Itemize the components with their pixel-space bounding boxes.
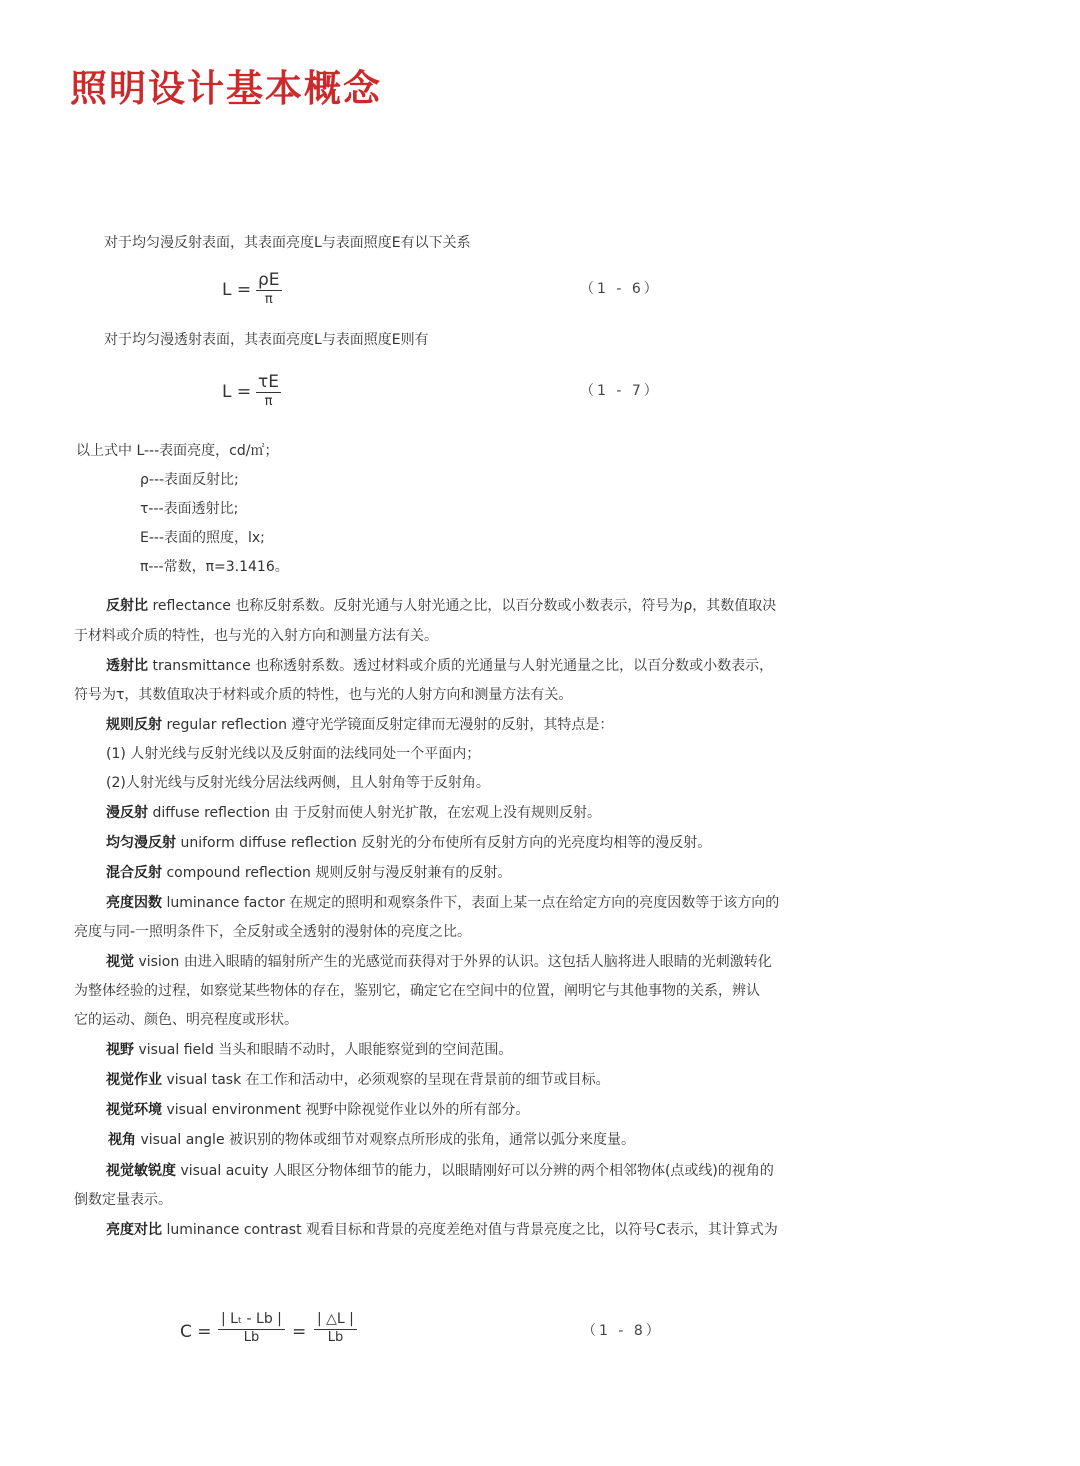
formula-1-8-denominator-2: Lb <box>327 1330 344 1345</box>
symbol-transmittance: τ---表面透射比; <box>140 501 239 517</box>
def-transmittance-cont: 符号为τ，其数值取决于材料或介质的特性，也与光的人射方向和测量方法有关。 <box>74 687 573 703</box>
symbol-pi: π---常数，π=3.1416。 <box>140 559 289 575</box>
def-visual-task-text: visual task 在工作和活动中，必须观察的呈现在背景前的细节或目标。 <box>162 1072 610 1088</box>
def-visual-angle <box>108 1130 635 1150</box>
def-luminance-contrast-text: luminance contrast 观看目标和背景的亮度差绝对值与背景亮度之比，以符号C表示，其计算式为 <box>162 1222 778 1238</box>
formula-1-8-numerator-2: | △L | <box>314 1311 357 1330</box>
term-visual-task: 视觉作业 <box>106 1072 162 1088</box>
def-regular-text: regular reflection 遵守光学镜面反射定律而无漫射的反射，其特点是： <box>162 717 614 733</box>
page-title: 照明设计基本概念 <box>70 67 382 110</box>
intro-reflective: 对于均匀漫反射表面，其表面亮度L与表面照度E有以下关系 <box>104 235 471 251</box>
symbol-illuminance: E---表面的照度，lx; <box>140 530 265 546</box>
formula-1-7-denominator: π <box>264 394 273 409</box>
def-vision-cont-2: 它的运动、颜色、明亮程度或形状。 <box>74 1012 298 1028</box>
term-reflectance: 反射比 <box>106 598 148 614</box>
formula-1-8-denominator-1: Lb <box>243 1330 260 1345</box>
formula-1-7-lhs: L = <box>222 382 252 402</box>
def-luminance-factor-cont: 亮度与同-一照明条件下，全反射或全透射的漫射体的亮度之比。 <box>74 924 472 940</box>
def-uniform-text: uniform diffuse reflection 反射光的分布使所有反射方向的光亮度均相等的漫反射。 <box>176 835 712 851</box>
def-vision <box>106 952 772 972</box>
formula-1-6-lhs: L = <box>222 280 252 300</box>
def-vision-text: vision 由进入眼睛的辐射所产生的光感觉而获得对于外界的认识。这包括人脑将进人眼睛的光刺激转化 <box>134 954 772 970</box>
def-transmittance-text: transmittance 也称透射系数。透过材料或介质的光通量与人射光通量之比，以百分数或小数表示， <box>148 658 774 674</box>
term-visual-field: 视野 <box>106 1042 134 1058</box>
def-transmittance <box>106 656 773 676</box>
term-visual-acuity: 视觉敏锐度 <box>106 1163 176 1179</box>
def-diffuse-reflection <box>106 803 601 823</box>
def-uniform-diffuse <box>106 833 711 853</box>
formula-1-8-fraction-2 <box>314 1311 357 1346</box>
def-visual-acuity-text: visual acuity 人眼区分物体细节的能力，以眼睛刚好可以分辨的两个相邻物体(点或线)的视角的 <box>176 1163 774 1179</box>
term-visual-environment: 视觉环境 <box>106 1102 162 1118</box>
formula-1-6-fraction <box>256 271 282 308</box>
formula-1-8-equals: = <box>292 1322 307 1342</box>
equation-number-1-6: （1 - 6） <box>580 281 661 297</box>
def-visual-angle-text: visual angle 被识别的物体或细节对观察点所形成的张角，通常以弧分来度量。 <box>136 1132 636 1148</box>
formula-1-6-numerator: ρE <box>258 270 280 290</box>
term-compound-reflection: 混合反射 <box>106 865 162 881</box>
formula-1-7-fraction <box>256 373 281 410</box>
def-visual-task <box>106 1070 610 1090</box>
term-luminance-contrast: 亮度对比 <box>106 1222 162 1238</box>
def-visual-environment <box>106 1100 529 1120</box>
term-visual-angle: 视角 <box>108 1132 136 1148</box>
def-reflectance-text: reflectance 也称反射系数。反射光通与人射光通之比，以百分数或小数表示，符号为ρ，其数值取决 <box>148 598 777 614</box>
term-luminance-factor: 亮度因数 <box>106 895 162 911</box>
def-luminance-contrast <box>106 1220 778 1240</box>
term-regular-reflection: 规则反射 <box>106 717 162 733</box>
def-visual-field-text: visual field 当头和眼睛不动时，人眼能察觉到的空间范围。 <box>134 1042 513 1058</box>
term-vision: 视觉 <box>106 954 134 970</box>
def-reflectance <box>106 596 776 616</box>
def-regular-reflection <box>106 715 613 735</box>
def-luminance-factor <box>106 893 779 913</box>
def-diffuse-text: diffuse reflection 由 于反射而使人射光扩散，在宏观上没有规则反射。 <box>148 805 602 821</box>
symbol-reflectance: ρ---表面反射比; <box>140 472 239 488</box>
term-transmittance: 透射比 <box>106 658 148 674</box>
def-vision-cont-1: 为整体经验的过程，如察觉某些物体的存在，鉴别它，确定它在空间中的位置，阐明它与其他事物的关系，辨认 <box>74 983 760 999</box>
def-regular-item-2: (2)人射光线与反射光线分居法线两侧，且人射角等于反射角。 <box>106 775 490 791</box>
def-visual-acuity-cont: 倒数定量表示。 <box>74 1192 172 1208</box>
def-visual-acuity <box>106 1161 774 1181</box>
def-visual-environment-text: visual environment 视野中除视觉作业以外的所有部分。 <box>162 1102 530 1118</box>
term-uniform-diffuse: 均匀漫反射 <box>106 835 176 851</box>
def-visual-field <box>106 1040 512 1060</box>
def-reflectance-cont: 于材料或介质的特性，也与光的入射方向和测量方法有关。 <box>74 628 438 644</box>
def-luminance-factor-text: luminance factor 在规定的照明和观察条件下，表面上某一点在给定方向的亮度因数等于该方向的 <box>162 895 780 911</box>
formula-1-8-lhs: C = <box>180 1322 212 1342</box>
formula-1-8-numerator-1: | Lₜ - Lb | <box>218 1311 285 1330</box>
equation-number-1-7: （1 - 7） <box>580 383 661 399</box>
equation-number-1-8: （1 - 8） <box>582 1323 663 1339</box>
def-compound-reflection <box>106 863 511 883</box>
formula-1-6-denominator: π <box>264 292 273 307</box>
symbol-luminance: 以上式中 L---表面亮度，cd/㎡； <box>76 443 279 459</box>
def-regular-item-1: (1) 人射光线与反射光线以及反射面的法线同处一个平面内； <box>106 746 481 762</box>
term-diffuse-reflection: 漫反射 <box>106 805 148 821</box>
formula-1-7-numerator: τE <box>258 372 279 392</box>
intro-transmissive: 对于均匀漫透射表面，其表面亮度L与表面照度E则有 <box>104 332 429 348</box>
def-compound-text: compound reflection 规则反射与漫反射兼有的反射。 <box>162 865 512 881</box>
formula-1-8-fraction-1 <box>218 1311 285 1346</box>
